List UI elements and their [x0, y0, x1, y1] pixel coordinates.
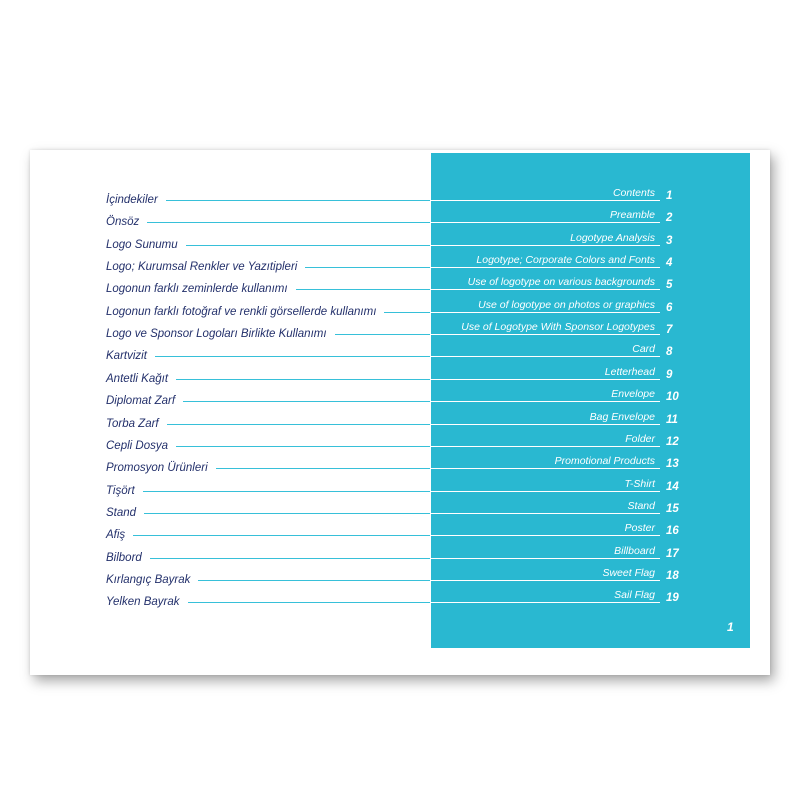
toc-page-number: 15	[666, 502, 679, 515]
toc-item-english: Bag Envelope	[589, 410, 655, 423]
toc-page-number: 6	[666, 301, 673, 314]
toc-item-turkish: Kırlangıç Bayrak	[106, 573, 191, 586]
toc-item-turkish: Logo Sunumu	[106, 238, 178, 251]
toc-english-underline	[431, 401, 660, 402]
toc-page-number: 13	[666, 458, 679, 471]
toc-item-turkish: Afiş	[106, 529, 126, 542]
toc-page-number: 4	[666, 257, 673, 270]
toc-item-turkish: Logonun farklı zeminlerde kullanımı	[106, 283, 288, 296]
toc-leader-rule	[198, 580, 430, 581]
toc-page-number: 1	[666, 190, 673, 202]
toc-page-number: 14	[666, 480, 679, 493]
toc-page-number: 8	[666, 346, 673, 359]
toc-english-underline	[431, 334, 660, 335]
toc-leader-rule	[167, 424, 430, 425]
toc-english-underline	[431, 535, 660, 536]
toc-leader-rule	[150, 558, 430, 559]
toc-item-turkish: Cepli Dosya	[106, 439, 168, 452]
toc-item-english: Use of logotype on various backgrounds	[467, 276, 655, 289]
toc-page-number: 3	[666, 234, 673, 247]
toc-page-number: 16	[666, 525, 679, 538]
toc-page-number: 11	[666, 413, 678, 426]
toc-english-underline	[431, 379, 660, 380]
toc-leader-rule	[188, 602, 430, 603]
toc-item-english: Preamble	[610, 209, 655, 222]
toc-item-english: Use of Logotype With Sponsor Logotypes	[461, 321, 655, 334]
toc-english-underline	[431, 289, 660, 290]
toc-item-english: T-Shirt	[624, 477, 655, 490]
toc-english-underline	[431, 491, 660, 492]
toc-item-turkish: Logo; Kurumsal Renkler ve Yazıtipleri	[106, 261, 298, 274]
toc-item-turkish: Logonun farklı fotoğraf ve renkli görsellerde kullanımı	[106, 305, 377, 318]
toc-item-english: Envelope	[611, 388, 655, 401]
list-item	[0, 589, 800, 617]
toc-english-underline	[431, 513, 660, 514]
toc-page-number: 7	[666, 324, 673, 337]
toc-english-underline	[431, 222, 660, 223]
toc-english-underline	[431, 558, 660, 559]
toc-leader-rule	[384, 312, 430, 313]
toc-english-underline	[431, 468, 660, 469]
toc-item-english: Billboard	[614, 544, 655, 557]
toc-leader-rule	[176, 446, 430, 447]
toc-page-number: 12	[666, 435, 679, 448]
toc-item-turkish: Yelken Bayrak	[106, 596, 180, 609]
toc-item-english: Logotype Analysis	[570, 231, 655, 244]
toc-english-underline	[431, 602, 660, 603]
toc-item-english: Sweet Flag	[602, 566, 655, 579]
toc-english-underline	[431, 267, 660, 268]
toc-item-turkish: Logo ve Sponsor Logoları Birlikte Kullanımı	[106, 328, 327, 341]
toc-leader-rule	[133, 535, 430, 536]
toc-english-underline	[431, 446, 660, 447]
toc-leader-rule	[335, 334, 430, 335]
toc-item-english: Card	[632, 343, 655, 356]
toc-item-turkish: Torba Zarf	[106, 417, 159, 430]
toc-leader-rule	[144, 513, 430, 514]
toc-english-underline	[431, 312, 660, 313]
toc-item-english: Contents	[612, 187, 655, 199]
toc-leader-rule	[183, 401, 430, 402]
toc-item-english: Folder	[625, 432, 655, 445]
toc-item-english: Stand	[627, 499, 655, 512]
toc-item-english: Sail Flag	[614, 589, 655, 602]
toc-english-underline	[431, 580, 660, 581]
toc-leader-rule	[147, 222, 430, 223]
toc-item-english: Poster	[624, 522, 655, 535]
toc-item-turkish: Diplomat Zarf	[106, 395, 176, 408]
toc-leader-rule	[216, 468, 430, 469]
toc-leader-rule	[305, 267, 430, 268]
toc-page-number: 2	[666, 212, 673, 225]
toc-item-turkish: Antetli Kağıt	[106, 372, 169, 385]
toc-item-english: Letterhead	[604, 365, 655, 378]
toc-item-english: Use of logotype on photos or graphics	[478, 298, 655, 311]
toc-page-number: 5	[666, 279, 673, 292]
toc-item-turkish: Tişört	[106, 484, 135, 497]
toc-english-underline	[431, 424, 660, 425]
toc-item-english: Logotype; Corporate Colors and Fonts	[476, 254, 655, 267]
toc-item-turkish: İçindekiler	[106, 194, 158, 206]
toc-page-number: 18	[666, 569, 679, 582]
toc-leader-rule	[296, 289, 430, 290]
toc-item-turkish: Bilbord	[106, 551, 142, 564]
toc-english-underline	[431, 245, 660, 246]
page-number: 1	[727, 620, 734, 634]
toc-page-number: 9	[666, 368, 673, 381]
toc-item-turkish: Stand	[106, 506, 137, 519]
toc-leader-rule	[143, 491, 430, 492]
toc-leader-rule	[155, 356, 430, 357]
toc-page-number: 19	[666, 592, 679, 605]
toc-page-number: 10	[666, 391, 679, 404]
toc-page-number: 17	[666, 547, 679, 560]
toc-english-underline	[431, 356, 660, 357]
toc-leader-rule	[186, 245, 430, 246]
toc-leader-rule	[166, 200, 430, 201]
toc-item-turkish: Promosyon Ürünleri	[106, 462, 208, 475]
toc-item-turkish: Önsöz	[106, 216, 140, 229]
toc-english-underline	[431, 200, 660, 201]
toc-item-turkish: Kartvizit	[106, 350, 147, 363]
toc-item-english: Promotional Products	[554, 455, 655, 468]
toc-leader-rule	[176, 379, 430, 380]
